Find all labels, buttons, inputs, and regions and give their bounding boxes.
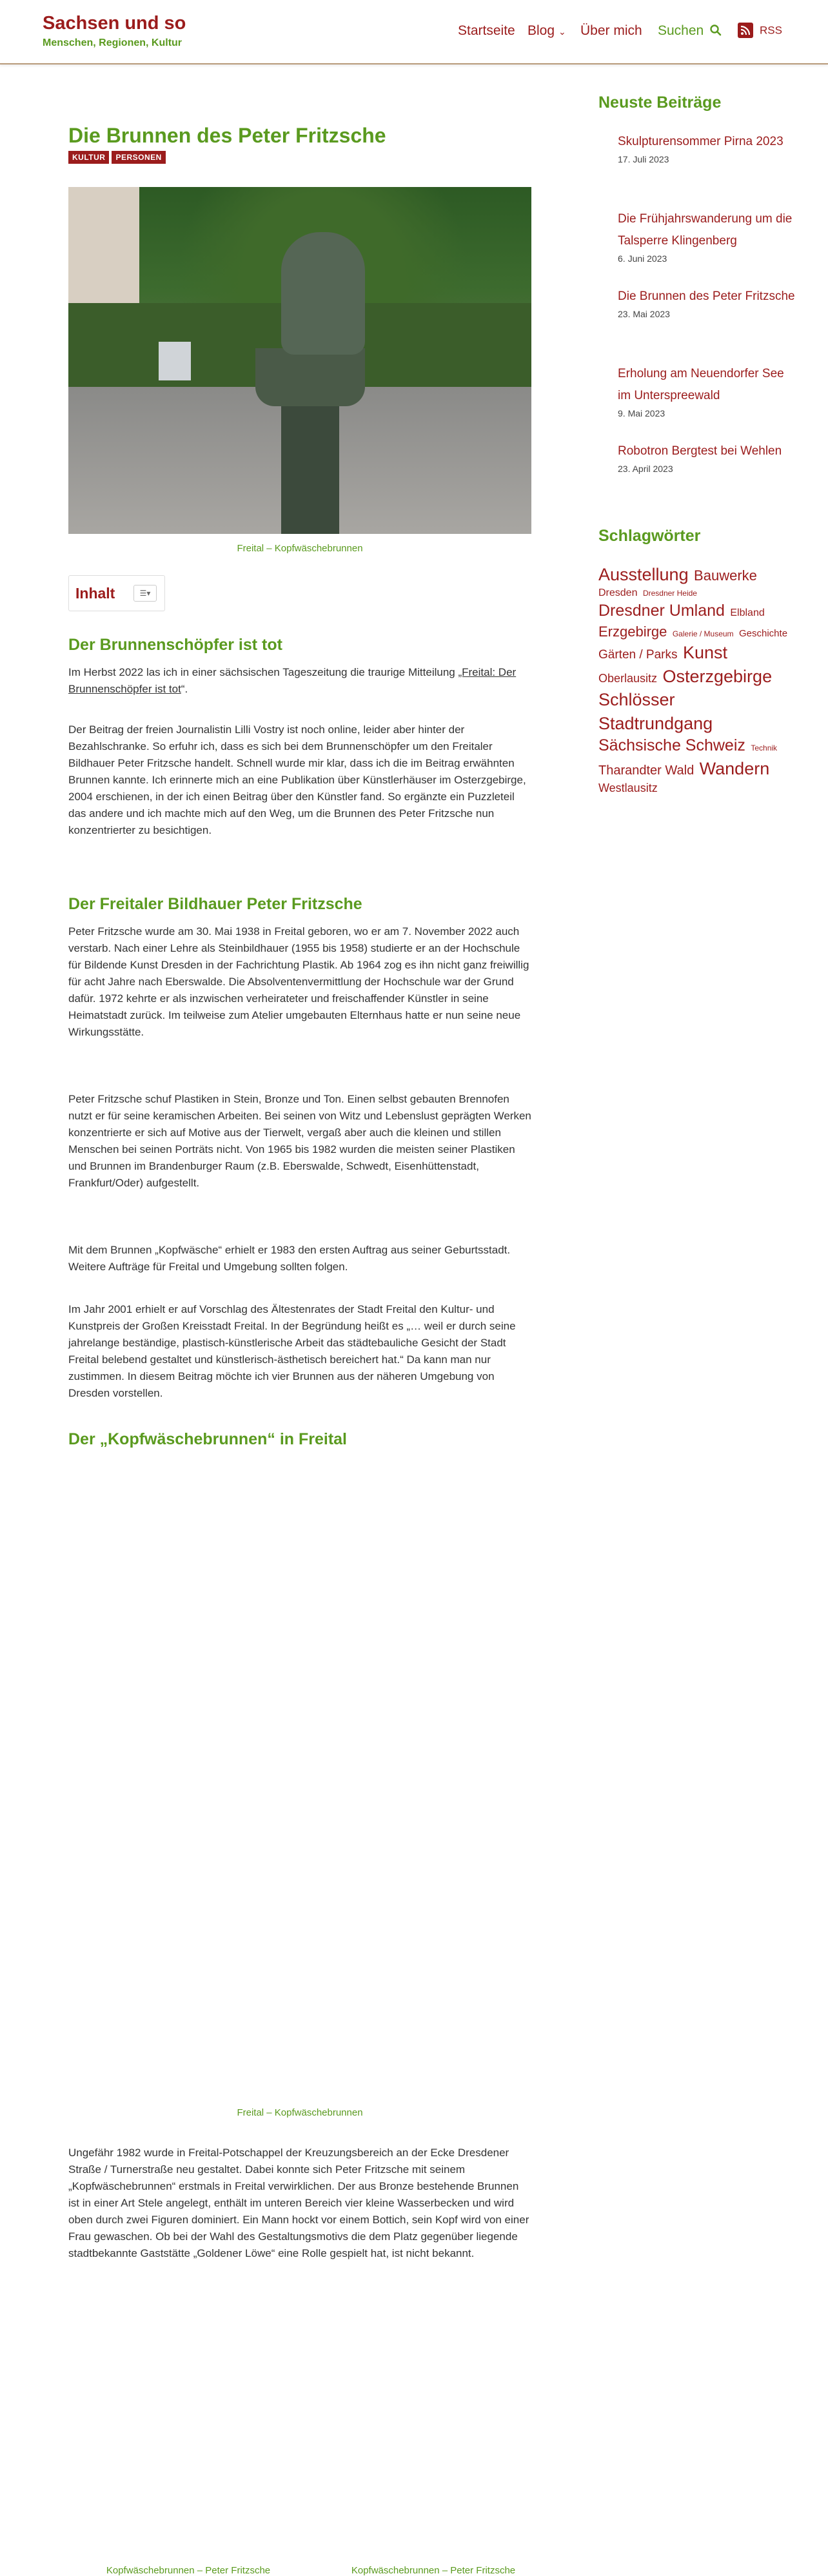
nav-search[interactable] — [658, 23, 722, 39]
recent-post-link[interactable]: Die Brunnen des Peter Fritzsche — [618, 290, 795, 303]
photo-utility-boxes — [159, 342, 191, 380]
tag-cloud-link[interactable]: Kunst — [682, 643, 727, 663]
article-link[interactable]: „Freital: Der Brunnenschöpfer ist tot — [68, 666, 517, 695]
paragraph: Der Beitrag der freien Journalistin Lilli Vostry ist noch online, leider aber hinter der Bezahlschranke. So erfuhr ich, dass es sich bei dem Brunnenschöpfer um den Freitaler Bildhauer Peter Fritzsche handelt. Schnell wurde mir klar, dass ich die im Beitrag erwähnten Brunnen kannte. Ich erinnerte mich an eine Publikation über Künstlerhäuser im Osterzgebirge, 2004 erschienen, in der ich einen Beitrag über den Künstler fand. So ergänzte ein Puzzleteil das andere und ich machte mich auf den Weg, um die Brunnen des Peter Fritzsche nun konzentrierter zu besichtigen. — [68, 723, 526, 836]
photo-fountain-basin — [255, 348, 365, 406]
tag-cloud-link[interactable]: Osterzgebirge — [662, 666, 773, 686]
tag-personen[interactable]: PERSONEN — [112, 151, 165, 164]
tags-title: Schlagwörter — [598, 527, 701, 545]
tag-cloud-link[interactable]: Dresdner Umland — [598, 602, 725, 620]
photo-fountain-figures — [281, 232, 365, 355]
toc-toggle-button[interactable] — [133, 585, 157, 602]
paragraph-text: Im Herbst 2022 las ich in einer sächsischen Tageszeitung die traurige Mitteilung — [68, 666, 458, 678]
section-heading-3: Der „Kopfwäschebrunnen“ in Freital — [68, 1430, 348, 1448]
tag-cloud-link[interactable]: Erzgebirge — [598, 623, 667, 640]
recent-post-date: 23. April 2023 — [618, 464, 673, 474]
image-caption: Kopfwäschebrunnen – Peter Fritzsche — [106, 2565, 271, 2576]
tag-cloud-link[interactable]: Elbland — [730, 607, 765, 619]
paragraph: Peter Fritzsche wurde am 30. Mai 1938 in Freital geboren, wo er am 7. November 2022 auch verstarb. Nach einer Lehre als Steinbildhauer (1955 bis 1958) studierte er an der Hochschule für Bildende Kunst Dresden in der Fachrichtung Plastik. Ab 1964 zog es ihn nicht ganz freiwillig für acht Jahre nach Eberswalde. Die Absolventenvermittlung der Hochschule war der Grund dafür. 1972 kehrte er als inzwischen verheirateter und freischaffender Künstler in seine Heimatstadt zurück. Im teilweise zum Atelier umgebauten Elternhaus hatte er nun seine neue Wirkungsstätte. — [68, 925, 529, 1038]
recent-post-link[interactable]: Die Frühjahrswanderung um die Talsperre Klingenberg — [618, 212, 793, 248]
tag-cloud-link[interactable]: Schlösser — [598, 690, 675, 710]
paragraph: Mit dem Brunnen „Kopfwäsche“ erhielt er 1983 den ersten Auftrag aus seiner Geburtsstadt. Weitere Aufträge für Freital und Umgebung sollten folgen. — [68, 1244, 511, 1273]
post-tags — [68, 151, 531, 166]
tag-cloud-link[interactable]: Dresden — [598, 587, 638, 599]
main-nav — [0, 23, 828, 43]
rss-icon — [738, 23, 753, 38]
tag-cloud-link[interactable]: Stadtrundgang — [598, 713, 713, 733]
toc-label: Inhalt — [75, 585, 115, 602]
recent-post-date: 23. Mai 2023 — [618, 309, 670, 319]
list-item — [618, 363, 798, 418]
site-header — [0, 0, 828, 64]
recent-post-link[interactable]: Erholung am Neuendorfer See im Unterspreewald — [618, 367, 784, 402]
tag-cloud-link[interactable]: Sächsische Schweiz — [598, 736, 745, 755]
nav-search-label: Suchen — [658, 23, 704, 38]
chevron-down-icon: ⌄ — [558, 26, 566, 37]
tag-cloud-link[interactable]: Oberlausitz — [598, 671, 658, 685]
nav-blog-label: Blog — [527, 23, 555, 38]
search-icon — [710, 25, 722, 36]
hero-caption: Freital – Kopfwäschebrunnen — [237, 543, 363, 554]
tag-cloud-link[interactable]: Ausstellung — [598, 565, 689, 584]
sidebar — [598, 93, 795, 795]
post-title: Die Brunnen des Peter Fritzsche — [68, 124, 386, 147]
paragraph: Peter Fritzsche schuf Plastiken in Stein, Bronze und Ton. Einen selbst gebauten Brennofen nutzt er für seine keramischen Arbeiten. Bei seinen von Witz und Lebenslust geprägten Werken konzentrierte er sich auf Motive aus der Tierwelt, vergaß aber auch die kleinen und stillen Menschen bei seinen Porträts nicht. Von 1965 bis 1982 wurden die meisten seiner Plastiken und Brunnen im Brandenburger Raum (z.B. Eberswalde, Schwedt, Eisenhüttenstadt, Frankfurt/Oder) aufgestellt. — [68, 1093, 531, 1189]
list-item — [618, 286, 798, 319]
rss-label: RSS — [760, 24, 782, 37]
paragraph: Im Jahr 2001 erhielt er auf Vorschlag des Ältestenrates der Stadt Freital den Kultur- und Kunstpreis der Großen Kreisstadt Freital. In der Begründung heißt es „… weil er durch seine jahrelange beständige, plastisch-künstlerische Arbeit das städtebauliche Gesicht der Stadt Freital belebend gestaltet und künstlerisch-ästhetisch bereichert hat.“ Da kann man nur zustimmen. In diesem Beitrag möchte ich vier Brunnen aus der näheren Umgebung von Dresden vorstellen. — [68, 1303, 516, 1399]
site-title[interactable]: Sachsen und so — [43, 13, 186, 34]
list-item — [618, 440, 798, 474]
hero-image[interactable] — [68, 187, 531, 534]
tag-cloud-link[interactable]: Gärten / Parks — [598, 648, 678, 662]
recent-post-link[interactable]: Robotron Bergtest bei Wehlen — [618, 444, 782, 458]
tag-cloud-link[interactable]: Tharandter Wald — [598, 763, 695, 778]
nav-blog[interactable] — [527, 23, 566, 39]
tag-cloud-link[interactable]: Westlausitz — [598, 782, 658, 795]
article — [68, 123, 531, 2576]
tag-cloud-link[interactable]: Dresdner Heide — [642, 589, 697, 598]
nav-home[interactable]: Startseite — [458, 23, 515, 38]
image-caption: Kopfwäschebrunnen – Peter Fritzsche — [351, 2565, 516, 2576]
tag-cloud-link[interactable]: Wandern — [699, 758, 770, 778]
section-heading-2: Der Freitaler Bildhauer Peter Fritzsche — [68, 895, 362, 913]
section-heading-1: Der Brunnenschöpfer ist tot — [68, 636, 282, 654]
image-caption: Freital – Kopfwäschebrunnen — [237, 2107, 363, 2118]
nav-about[interactable]: Über mich — [580, 23, 642, 38]
paragraph-text: “. — [181, 683, 188, 695]
recent-post-date: 17. Juli 2023 — [618, 154, 669, 164]
site-tagline: Menschen, Regionen, Kultur — [43, 37, 182, 48]
recent-post-date: 9. Mai 2023 — [618, 408, 665, 418]
recent-posts-title: Neuste Beiträge — [598, 93, 722, 112]
tag-cloud-link[interactable]: Galerie / Museum — [672, 629, 734, 638]
table-of-contents — [68, 575, 165, 611]
tag-cloud-link[interactable]: Technik — [751, 743, 778, 753]
recent-post-link[interactable]: Skulpturensommer Pirna 2023 — [618, 135, 784, 148]
photo-fountain-stele — [281, 400, 339, 534]
tag-cloud-link[interactable]: Geschichte — [739, 627, 788, 639]
paragraph — [68, 664, 531, 698]
nav-rss[interactable] — [738, 23, 782, 38]
list-item — [618, 131, 798, 164]
recent-post-date: 6. Juni 2023 — [618, 253, 667, 264]
tag-cloud-link[interactable]: Bauwerke — [694, 567, 757, 584]
paragraph: Ungefähr 1982 wurde in Freital-Potschappel der Kreuzungsbereich an der Ecke Dresdener Straße / Turnerstraße neu gestaltet. Dabei konnte sich Peter Fritzsche mit seinem „Kopfwäschebrunnen“ erstmals in Freital verwirklichen. Der aus Bronze bestehende Brunnen ist in einer Art Stele angelegt, enthält im unteren Bereich vier kleine Wasserbecken und wird oben durch zwei Figuren dominiert. Ein Mann hockt vor einem Bottich, sein Kopf wird von einer Frau gewaschen. Ob bei der Wahl des Gestaltungsmotivs die dem Platz gegenüber liegende stadtbekannte Gaststätte „Goldener Löwe“ eine Rolle gespielt hat, ist nicht bekannt. — [68, 2147, 529, 2259]
list-icon: ☰▾ — [139, 589, 151, 598]
tag-kultur[interactable]: KULTUR — [68, 151, 109, 164]
list-item — [618, 208, 798, 264]
tag-cloud — [598, 563, 792, 796]
